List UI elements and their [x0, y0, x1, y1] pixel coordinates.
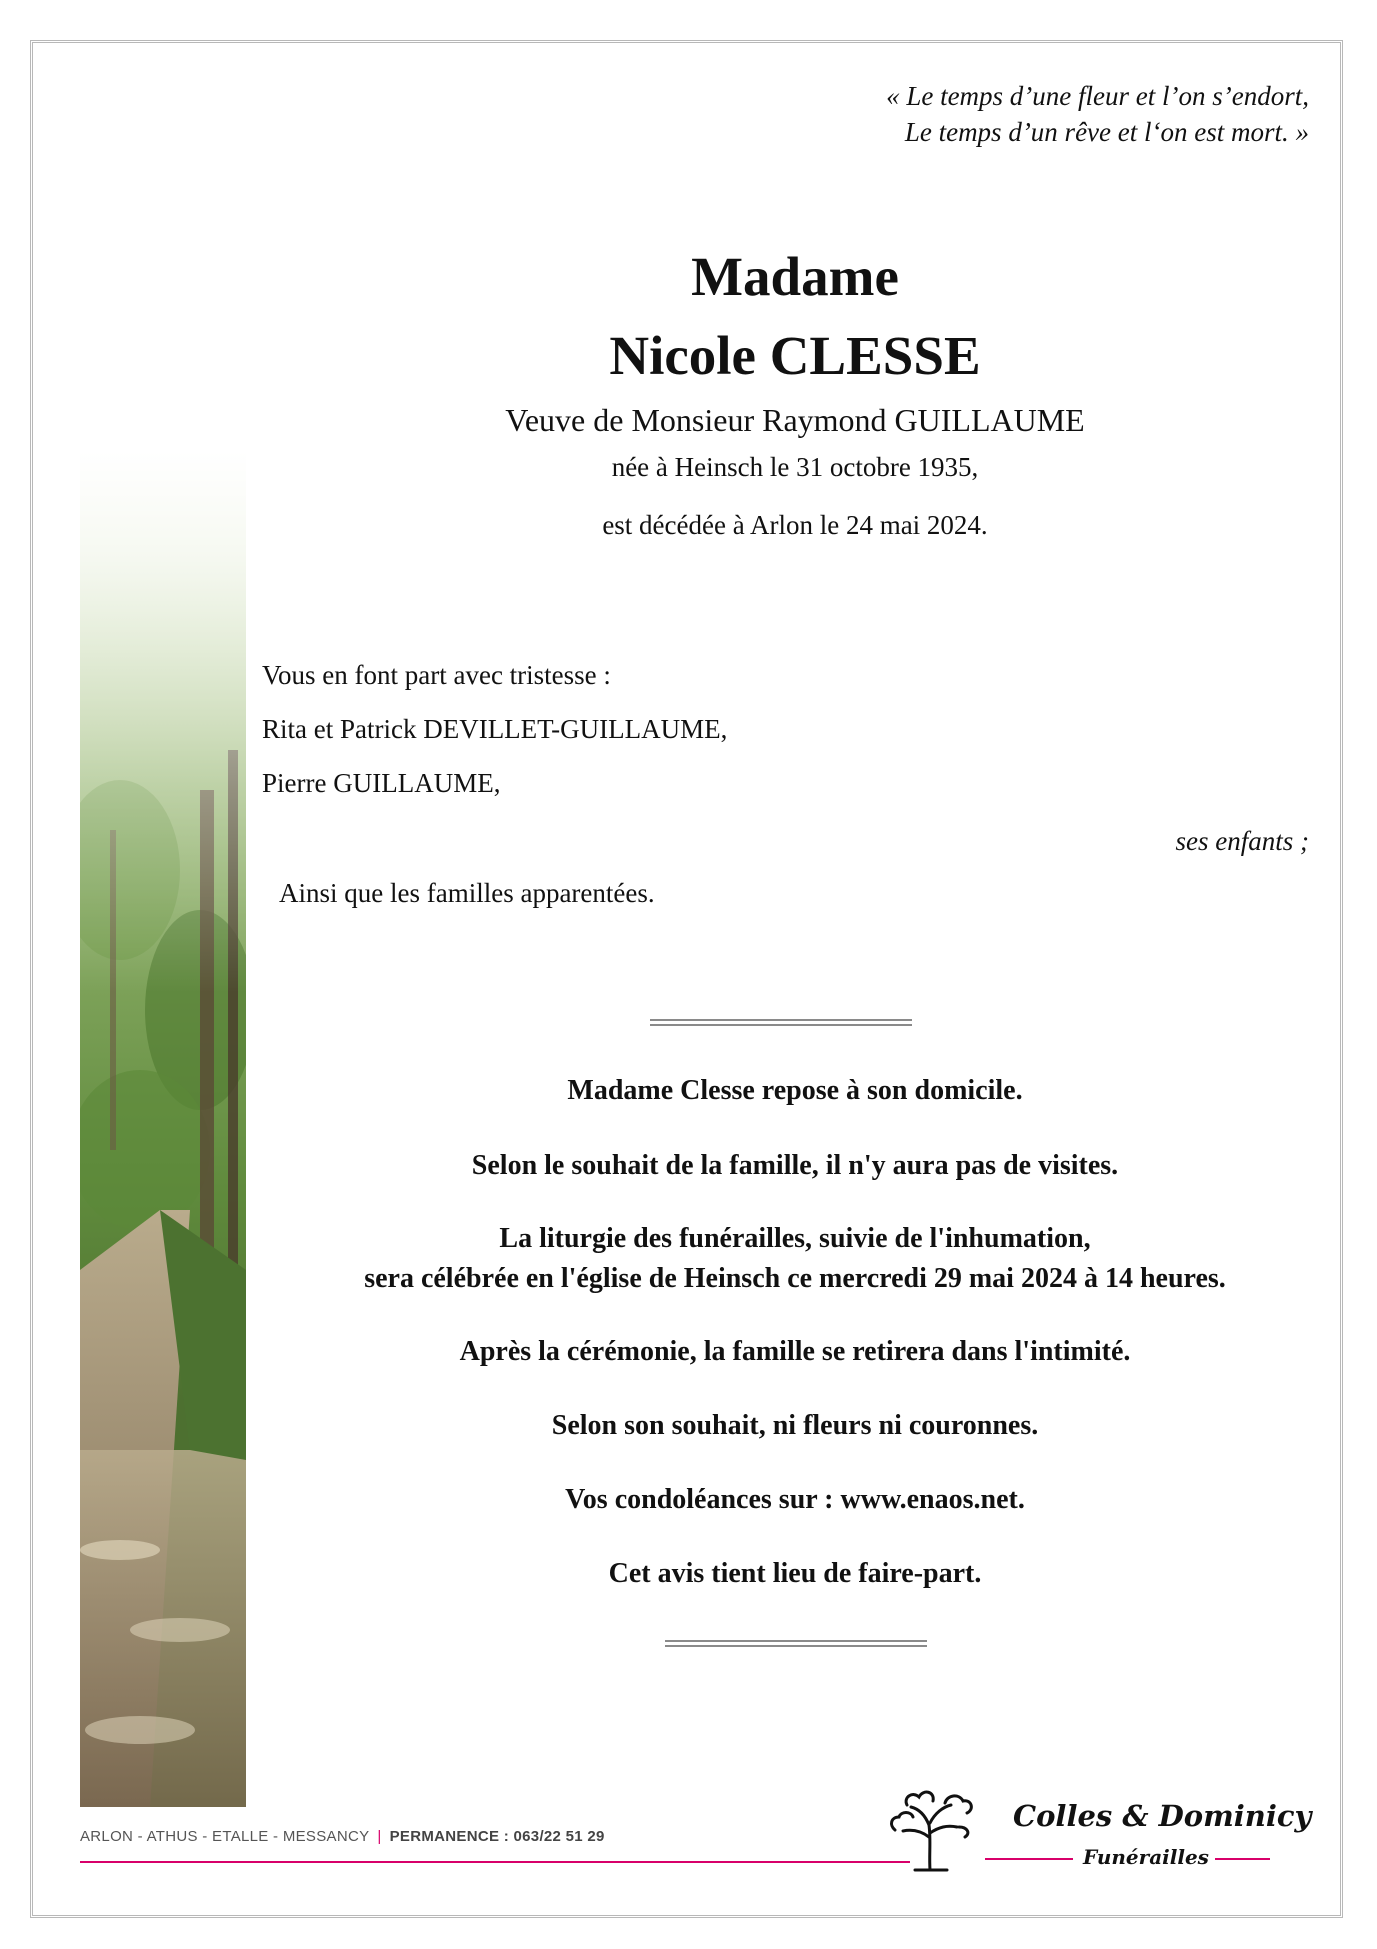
announcement-liturgy-1: La liturgie des funérailles, suivie de l'inhumation,: [499, 1223, 1091, 1254]
announcement-liturgy-2: sera célébrée en l'église de Heinsch ce mercredi 29 mai 2024 à 14 heures.: [364, 1263, 1226, 1294]
logo-line-left: [985, 1858, 1073, 1860]
footer-locations: ARLON - ATHUS - ETALLE - MESSANCY: [80, 1828, 370, 1845]
family-others: Ainsi que les familles apparentées.: [279, 878, 655, 908]
quote-line-1: « Le temps d’une fleur et l’on s’endort,: [886, 81, 1309, 111]
announcement-rest: Madame Clesse repose à son domicile.: [567, 1075, 1023, 1106]
announcement-after: Après la cérémonie, la famille se retirera dans l'intimité.: [459, 1336, 1131, 1367]
tree-logo-icon: [885, 1775, 980, 1875]
company-subtitle: Funérailles: [1083, 1845, 1209, 1869]
birth-info: née à Heinsch le 31 octobre 1935,: [611, 452, 979, 482]
widow-of: Veuve de Monsieur Raymond GUILLAUME: [505, 402, 1085, 438]
quote-line-2: Le temps d’un rêve et l‘on est mort. »: [904, 117, 1309, 147]
footer-accent-line: [80, 1861, 910, 1863]
company-name: Colles & Dominicy: [1013, 1799, 1312, 1833]
divider-top: [650, 1019, 912, 1026]
footer-permanence: PERMANENCE : 063/22 51 29: [389, 1828, 605, 1845]
death-info: est décédée à Arlon le 24 mai 2024.: [602, 510, 988, 540]
company-logo: [885, 1775, 1312, 1875]
family-intro: Vous en font part avec tristesse :: [262, 660, 611, 690]
announcement-flowers: Selon son souhait, ni fleurs ni couronnes.: [551, 1410, 1039, 1441]
announcement-visits: Selon le souhait de la famille, il n'y aura pas de visites.: [471, 1150, 1119, 1181]
forest-path-photo: [80, 450, 246, 1807]
announcement-condolences: Vos condoléances sur : www.enaos.net.: [565, 1484, 1025, 1515]
logo-line-right: [1215, 1858, 1270, 1860]
announcement-notice: Cet avis tient lieu de faire-part.: [608, 1558, 982, 1589]
footer-contact: [80, 1828, 605, 1845]
deceased-title: Madame: [691, 246, 899, 307]
family-member: Rita et Patrick DEVILLET-GUILLAUME,: [262, 714, 728, 744]
deceased-name: Nicole CLESSE: [609, 325, 981, 386]
divider-bottom: [665, 1640, 927, 1647]
family-relation: ses enfants ;: [1175, 826, 1309, 856]
epigraph-quote: [886, 78, 1309, 150]
footer-separator: |: [377, 1828, 382, 1845]
family-member: Pierre GUILLAUME,: [262, 768, 501, 798]
